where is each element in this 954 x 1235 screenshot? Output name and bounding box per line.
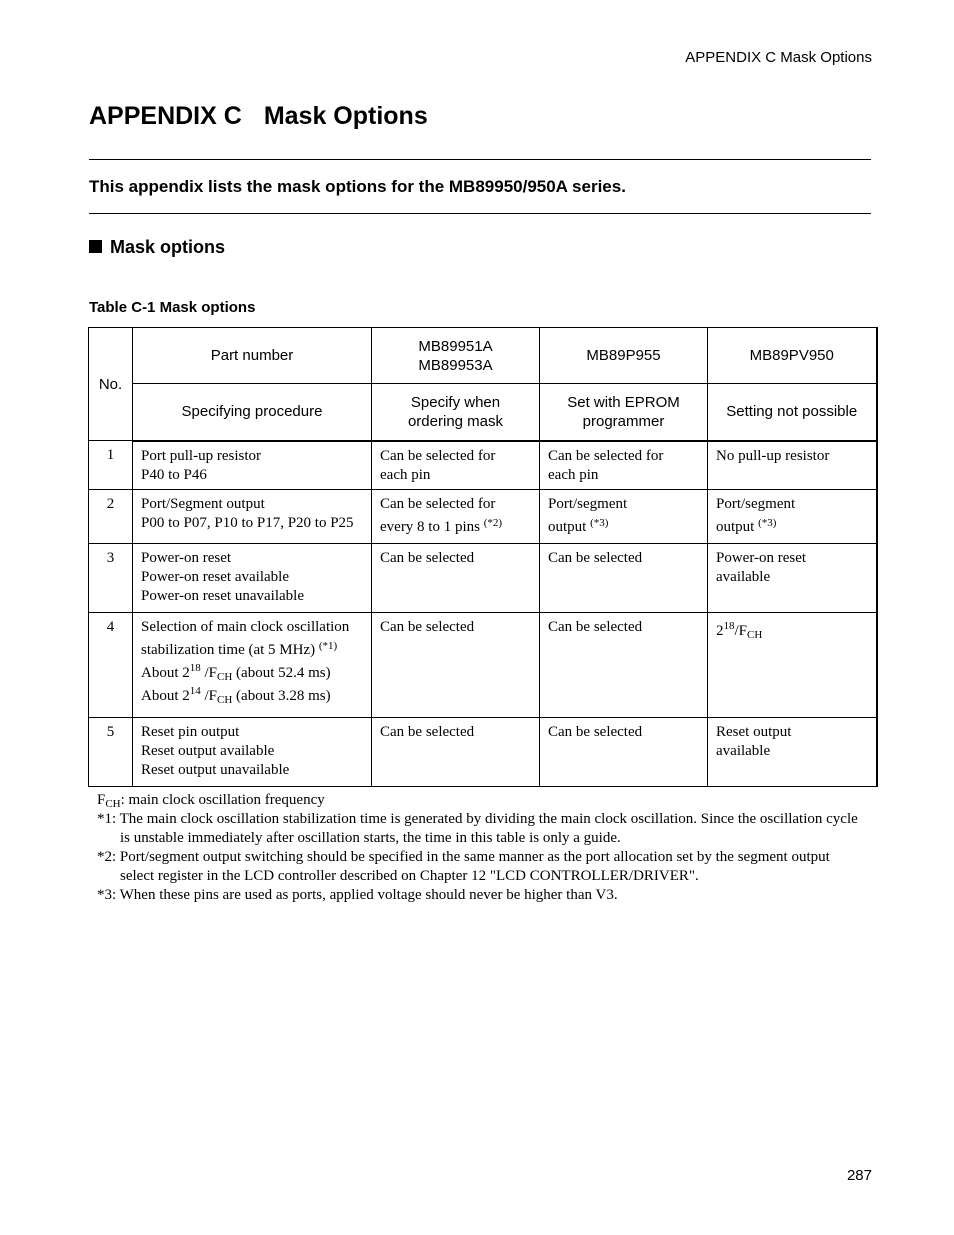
row-item-text: stabilization time (at 5 MHz) bbox=[141, 642, 316, 658]
row-col1 bbox=[372, 718, 540, 787]
row-col2 bbox=[540, 441, 708, 490]
section-heading bbox=[89, 237, 225, 258]
row-col1-text: every 8 to 1 pins bbox=[380, 519, 480, 535]
row-number: 4 bbox=[89, 613, 133, 718]
row-col2-line bbox=[548, 514, 699, 537]
row-col1-line bbox=[380, 514, 531, 537]
row-col1-line: Can be selected bbox=[380, 724, 475, 740]
formula-exponent: 18 bbox=[723, 620, 735, 632]
row-col1-line: Can be selected bbox=[380, 619, 475, 635]
note-fch-text: : main clock oscillation frequency bbox=[120, 792, 325, 808]
row-item-line: Power-on reset bbox=[141, 550, 232, 566]
table-header-row-procedure bbox=[89, 384, 877, 441]
row-col1-line: each pin bbox=[380, 466, 431, 483]
row-col1-line: Can be selected for bbox=[380, 447, 496, 464]
row-col2-line: Can be selected bbox=[548, 724, 643, 740]
header-proc-col1-a: Specify when bbox=[410, 393, 501, 411]
row-col3 bbox=[708, 613, 877, 718]
row-item-line: Power-on reset available bbox=[141, 569, 289, 585]
footnote-ref-1: (*1) bbox=[318, 640, 338, 652]
row-col3-line: Power-on reset bbox=[716, 550, 807, 566]
row-col1 bbox=[372, 544, 540, 613]
running-header: APPENDIX C Mask Options bbox=[685, 49, 872, 66]
row-col3 bbox=[708, 490, 877, 544]
row-col2 bbox=[540, 718, 708, 787]
row-item-line: Reset pin output bbox=[141, 724, 240, 740]
header-proc-col2-b: programmer bbox=[582, 412, 665, 430]
option-text: About 2 bbox=[141, 665, 190, 681]
table-row bbox=[89, 441, 877, 490]
option-text: (about 52.4 ms) bbox=[232, 665, 331, 681]
footnote-ref-2: (*2) bbox=[483, 517, 503, 529]
row-col3-line: available bbox=[716, 743, 771, 759]
row-col3-line: No pull-up resistor bbox=[716, 447, 830, 464]
row-col1 bbox=[372, 441, 540, 490]
row-item-option bbox=[141, 683, 363, 706]
page-number: 287 bbox=[846, 1167, 872, 1184]
header-no: No. bbox=[89, 328, 133, 441]
header-part-col3: MB89PV950 bbox=[708, 328, 877, 384]
header-proc-col1-b: ordering mask bbox=[407, 412, 504, 430]
footnote-3: *3: When these pins are used as ports, applied voltage should never be higher than V3. bbox=[97, 887, 618, 903]
formula-subscript: CH bbox=[747, 629, 763, 641]
row-col3 bbox=[708, 718, 877, 787]
option-exponent: 14 bbox=[189, 685, 201, 697]
option-text: (about 3.28 ms) bbox=[232, 688, 331, 704]
option-text: About 2 bbox=[141, 688, 190, 704]
row-col2-line: Port/segment bbox=[548, 496, 628, 512]
header-part-col1 bbox=[372, 328, 540, 384]
row-col2-text: output bbox=[548, 519, 587, 535]
row-col2 bbox=[540, 544, 708, 613]
row-col3-text: output bbox=[716, 519, 755, 535]
row-number: 5 bbox=[89, 718, 133, 787]
table-notes bbox=[97, 791, 867, 905]
black-square-icon bbox=[89, 240, 102, 253]
footnote-ref-3: (*3) bbox=[590, 517, 609, 529]
row-col2-line: Can be selected bbox=[548, 619, 643, 635]
appendix-name: Mask Options bbox=[263, 102, 428, 130]
title-rule-top bbox=[89, 159, 871, 160]
row-col3-line: available bbox=[716, 569, 771, 585]
table-row bbox=[89, 718, 877, 787]
header-part-col2: MB89P955 bbox=[540, 328, 708, 384]
row-item-line: Reset output available bbox=[141, 743, 275, 759]
row-item bbox=[133, 441, 372, 490]
row-item-line: P40 to P46 bbox=[141, 466, 207, 483]
row-col1 bbox=[372, 490, 540, 544]
section-heading-text: Mask options bbox=[110, 237, 226, 257]
footnote-2: *2: Port/segment output switching should be specified in the same manner as the port allocation set by the segment output select register in the LCD controller described on Chapter 12 "LCD CONTROLLER/DRIVER". bbox=[97, 849, 830, 884]
row-item bbox=[133, 613, 372, 718]
row-col2-line: Can be selected bbox=[548, 550, 643, 566]
row-item-line: P00 to P07, P10 to P17, P20 to P25 bbox=[141, 515, 354, 531]
row-col3-line bbox=[716, 514, 868, 537]
row-col3-line: Reset output bbox=[716, 724, 792, 740]
row-col2-line: Can be selected for bbox=[548, 447, 664, 464]
formula-text: 2 bbox=[716, 623, 724, 639]
row-item-line: Reset output unavailable bbox=[141, 762, 290, 778]
note-fch-symbol: F bbox=[97, 792, 106, 808]
page-title bbox=[89, 102, 428, 131]
row-number: 3 bbox=[89, 544, 133, 613]
row-col3-formula bbox=[716, 618, 868, 641]
formula-text: /F bbox=[734, 623, 748, 639]
footnote-ref-3: (*3) bbox=[758, 517, 777, 529]
row-col3 bbox=[708, 544, 877, 613]
row-item bbox=[133, 718, 372, 787]
row-col3 bbox=[708, 441, 877, 490]
title-rule-bottom bbox=[89, 213, 871, 214]
appendix-label: APPENDIX C bbox=[89, 102, 242, 130]
row-item bbox=[133, 490, 372, 544]
header-part-col1-a: MB89951A bbox=[418, 337, 493, 355]
row-col3-line: Port/segment bbox=[716, 496, 796, 512]
row-item-line bbox=[141, 637, 363, 660]
option-text: /F bbox=[200, 688, 218, 704]
header-proc-col1 bbox=[372, 384, 540, 441]
header-specifying-procedure: Specifying procedure bbox=[133, 384, 372, 441]
note-fch bbox=[97, 791, 867, 810]
row-col1-line: Can be selected for bbox=[380, 496, 496, 512]
header-proc-col2 bbox=[540, 384, 708, 441]
row-number: 1 bbox=[89, 441, 133, 490]
footnote-1: *1: The main clock oscillation stabilization time is generated by dividing the main clock oscillation. Since the oscillation cycle is unstable immediately after oscillation starts, the time in this table is only a guide. bbox=[97, 811, 858, 846]
header-part-col1-b: MB89953A bbox=[418, 356, 493, 374]
row-item-line: Power-on reset unavailable bbox=[141, 588, 304, 604]
table-row bbox=[89, 544, 877, 613]
row-col2-line: each pin bbox=[548, 466, 599, 483]
table-row bbox=[89, 613, 877, 718]
note-fch-subscript: CH bbox=[105, 798, 121, 810]
row-item-line: Port pull-up resistor bbox=[141, 447, 261, 464]
row-col1-line: Can be selected bbox=[380, 550, 475, 566]
header-proc-col3: Setting not possible bbox=[708, 384, 877, 441]
header-proc-col2-a: Set with EPROM bbox=[567, 393, 680, 411]
option-exponent: 18 bbox=[189, 662, 201, 674]
table-caption: Table C-1 Mask options bbox=[89, 299, 256, 316]
header-part-number: Part number bbox=[133, 328, 372, 384]
option-subscript: CH bbox=[217, 694, 233, 706]
appendix-summary: This appendix lists the mask options for the MB89950/950A series. bbox=[89, 177, 626, 196]
option-text: /F bbox=[200, 665, 218, 681]
option-subscript: CH bbox=[217, 671, 233, 683]
table-row bbox=[89, 490, 877, 544]
row-number: 2 bbox=[89, 490, 133, 544]
mask-options-table bbox=[88, 327, 878, 787]
table-header-row-part-number bbox=[89, 328, 877, 384]
row-item bbox=[133, 544, 372, 613]
row-col1 bbox=[372, 613, 540, 718]
row-item-line: Port/Segment output bbox=[141, 496, 265, 512]
row-item-option bbox=[141, 660, 363, 683]
row-col2 bbox=[540, 490, 708, 544]
row-col2 bbox=[540, 613, 708, 718]
row-item-line: Selection of main clock oscillation bbox=[141, 619, 350, 635]
